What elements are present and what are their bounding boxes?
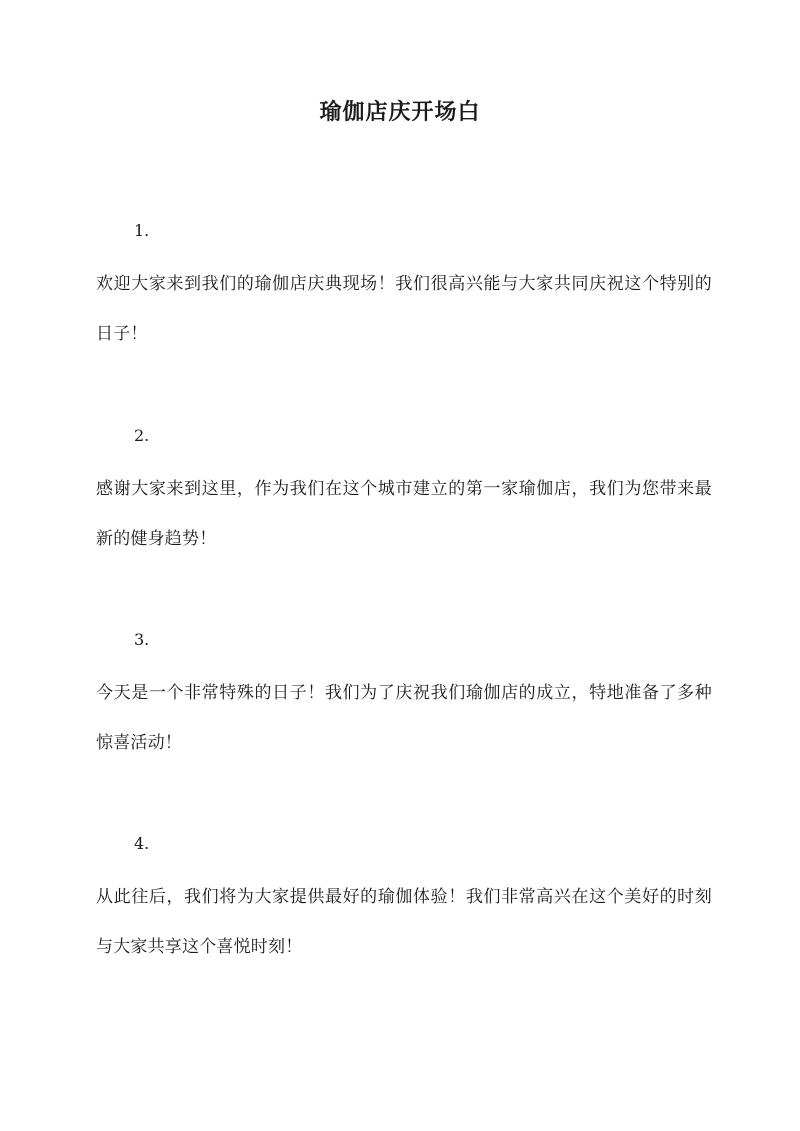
section-paragraph: 今天是一个非常特殊的日子！我们为了庆祝我们瑜伽店的成立，特地准备了多种惊喜活动！ bbox=[96, 683, 712, 753]
section-4 bbox=[96, 832, 712, 972]
section-number: 4. bbox=[134, 834, 150, 853]
section-paragraph: 欢迎大家来到我们的瑜伽店庆典现场！我们很高兴能与大家共同庆祝这个特别的日子！ bbox=[96, 274, 712, 344]
section-2 bbox=[96, 424, 712, 564]
section-number: 3. bbox=[134, 630, 150, 649]
section-1 bbox=[96, 219, 712, 359]
section-paragraph: 从此往后，我们将为大家提供最好的瑜伽体验！我们非常高兴在这个美好的时刻与大家共享这个喜悦时刻！ bbox=[96, 887, 712, 957]
section-number: 2. bbox=[134, 426, 150, 445]
section-paragraph: 感谢大家来到这里，作为我们在这个城市建立的第一家瑜伽店，我们为您带来最新的健身趋势！ bbox=[96, 479, 712, 549]
section-3 bbox=[96, 628, 712, 768]
page-title: 瑜伽店庆开场白 bbox=[319, 99, 481, 125]
section-number: 1. bbox=[134, 221, 150, 240]
